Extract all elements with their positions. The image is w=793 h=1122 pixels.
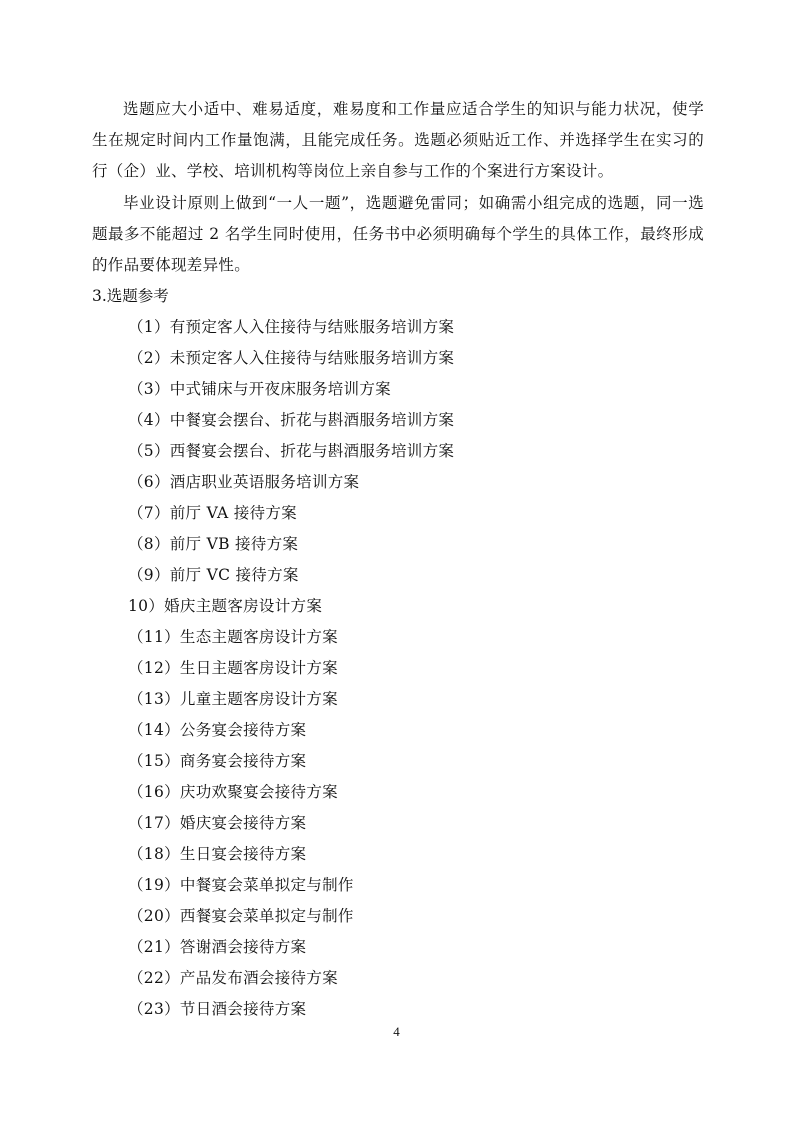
topic-item: （14）公务宴会接待方案	[128, 721, 307, 739]
topic-item: （12）生日主题客房设计方案	[128, 659, 338, 677]
topic-item: （21）答谢酒会接待方案	[128, 938, 307, 956]
topic-item: （18）生日宴会接待方案	[128, 845, 307, 863]
page-number: 4	[393, 1024, 400, 1039]
topic-item: （7）前厅 VA 接待方案	[128, 504, 297, 522]
topic-item: （23）节日酒会接待方案	[128, 1000, 307, 1018]
topic-item: （5）西餐宴会摆台、折花与斟酒服务培训方案	[128, 442, 455, 460]
topic-item: （22）产品发布酒会接待方案	[128, 969, 338, 987]
topic-item: （9）前厅 VC 接待方案	[128, 566, 299, 584]
paragraph-topic-requirements: 选题应大小适中、难易适度，难易度和工作量应适合学生的知识与能力状况，使学生在规定时间内工作量饱满，且能完成任务。选题必须贴近工作、并选择学生在实习的行（企）业、学校、培训机构等岗位上亲自参与工作的个案进行方案设计。	[92, 100, 704, 180]
paragraph-one-person-one-topic: 毕业设计原则上做到“一人一题”，选题避免雷同；如确需小组完成的选题，同一选题最多不能超过 2 名学生同时使用，任务书中必须明确每个学生的具体工作，最终形成的作品要体现差异性。	[92, 194, 704, 274]
topic-item: （19）中餐宴会菜单拟定与制作	[128, 876, 354, 894]
topic-item: （3）中式铺床与开夜床服务培训方案	[128, 380, 391, 398]
topic-item: （8）前厅 VB 接待方案	[128, 535, 299, 553]
topic-item: 10）婚庆主题客房设计方案	[128, 597, 323, 615]
topic-item: （4）中餐宴会摆台、折花与斟酒服务培训方案	[128, 411, 455, 429]
topic-item: （16）庆功欢聚宴会接待方案	[128, 783, 338, 801]
topic-item: （15）商务宴会接待方案	[128, 752, 307, 770]
topic-item: （20）西餐宴会菜单拟定与制作	[128, 907, 354, 925]
topic-item: （6）酒店职业英语服务培训方案	[128, 473, 360, 491]
topic-item: （11）生态主题客房设计方案	[128, 628, 338, 646]
topic-item: （13）儿童主题客房设计方案	[128, 690, 338, 708]
topic-item: （2）未预定客人入住接待与结账服务培训方案	[128, 349, 455, 367]
section-heading-topic-reference: 3.选题参考	[92, 287, 169, 305]
topic-item: （17）婚庆宴会接待方案	[128, 814, 307, 832]
topic-item: （1）有预定客人入住接待与结账服务培训方案	[128, 318, 455, 336]
topic-list	[128, 312, 454, 1025]
